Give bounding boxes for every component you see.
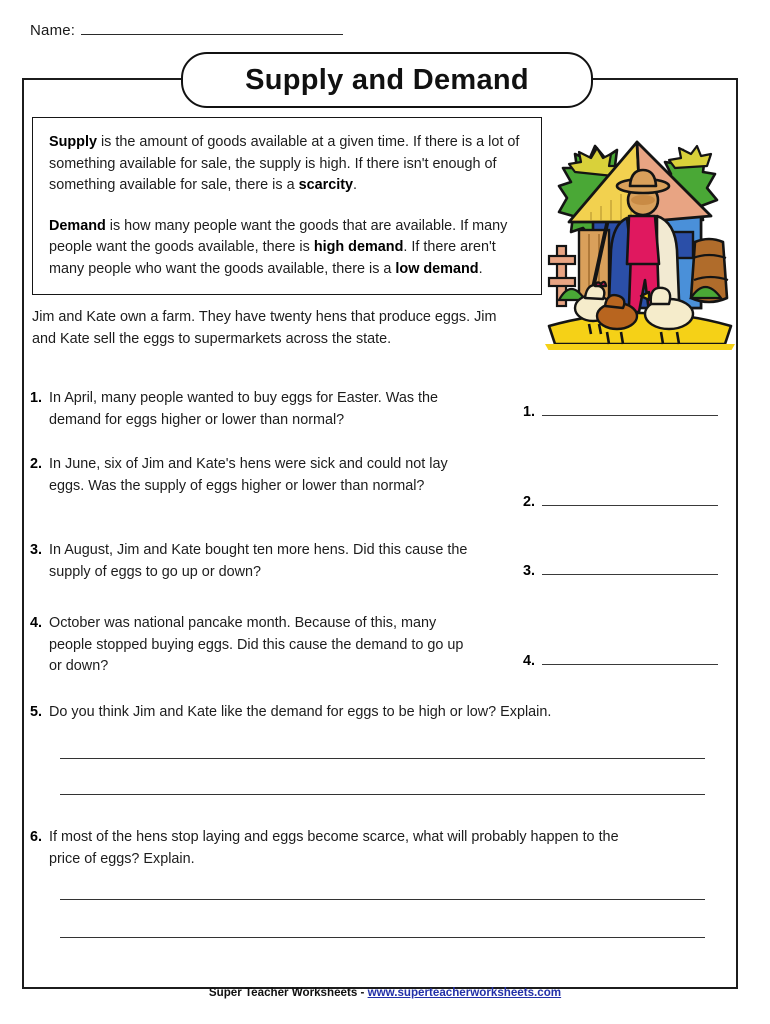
- question-text: In June, six of Jim and Kate's hens were sick and could not lay eggs. Was the supply of eggs higher or lower than normal?: [49, 456, 448, 494]
- answer-write-line[interactable]: [542, 663, 718, 665]
- question-item-6: [30, 827, 640, 870]
- answer-slot-3: [523, 563, 718, 579]
- question-number: 5.: [30, 704, 43, 720]
- answer-write-line[interactable]: [542, 414, 718, 416]
- supply-definition-paragraph: Supply is the amount of goods available at a given time. If there is a lot of something available for sale, the supply is high. If there isn't enough of something available for sale, there is a scarcity.: [49, 134, 520, 193]
- question-number: 3.: [30, 542, 43, 558]
- answer-slot-4: [523, 653, 718, 669]
- answer-slot-1: [523, 404, 718, 420]
- answer-number: 1.: [523, 404, 536, 420]
- answer-write-line[interactable]: [60, 793, 705, 795]
- story-intro-paragraph: Jim and Kate own a farm. They have twenty hens that produce eggs. Jim and Kate sell the eggs to supermarkets across the state.: [32, 309, 497, 347]
- farmer-with-hens-illustration: [545, 120, 735, 350]
- question-text: Do you think Jim and Kate like the demand for eggs to be high or low? Explain.: [49, 704, 552, 720]
- question-text: In August, Jim and Kate bought ten more hens. Did this cause the supply of eggs to go up or down?: [49, 542, 468, 580]
- footer-brand: Super Teacher Worksheets -: [208, 986, 368, 999]
- question-text: If most of the hens stop laying and eggs become scarce, what will probably happen to the price of eggs? Explain.: [49, 829, 619, 867]
- answer-write-line[interactable]: [60, 898, 705, 900]
- answer-write-line[interactable]: [60, 936, 705, 938]
- answer-slot-2: [523, 494, 718, 510]
- name-write-line[interactable]: [81, 33, 343, 35]
- question-item-2: [30, 454, 485, 497]
- footer: [0, 986, 770, 999]
- key-term: high demand: [313, 239, 404, 255]
- question-text: October was national pancake month. Because of this, many people stopped buying eggs. Did this cause the demand to go up or down?: [49, 615, 464, 674]
- demand-definition-paragraph: Demand is how many people want the goods that are available. If many people want the goods available, there is high demand. If there aren't many people who want the goods available, there is a low demand.: [49, 217, 508, 277]
- key-term: low demand: [395, 260, 479, 277]
- key-term: Supply: [49, 134, 97, 150]
- question-item-1: [30, 388, 480, 431]
- key-term: Demand: [49, 217, 106, 234]
- answer-write-line[interactable]: [542, 504, 718, 506]
- answer-write-line[interactable]: [60, 757, 705, 759]
- question-item-3: [30, 540, 480, 583]
- definition-box: [32, 117, 542, 295]
- page-title: Supply and Demand: [245, 63, 529, 96]
- question-number: 6.: [30, 829, 43, 845]
- question-text: In April, many people wanted to buy eggs for Easter. Was the demand for eggs higher or lower than normal?: [49, 390, 439, 428]
- question-item-4: [30, 613, 480, 678]
- question-number: 1.: [30, 390, 43, 406]
- answer-number: 4.: [523, 653, 536, 669]
- name-field-row: [30, 22, 343, 39]
- answer-number: 2.: [523, 494, 536, 510]
- footer-url-link[interactable]: www.superteacherworksheets.com: [367, 986, 562, 999]
- answer-number: 3.: [523, 563, 536, 579]
- question-number: 4.: [30, 615, 43, 631]
- question-number: 2.: [30, 456, 43, 472]
- key-term: scarcity: [298, 177, 353, 193]
- worksheet-title-banner: [181, 52, 593, 108]
- name-label: Name:: [30, 22, 76, 39]
- question-item-5: [30, 702, 670, 724]
- answer-write-line[interactable]: [542, 573, 718, 575]
